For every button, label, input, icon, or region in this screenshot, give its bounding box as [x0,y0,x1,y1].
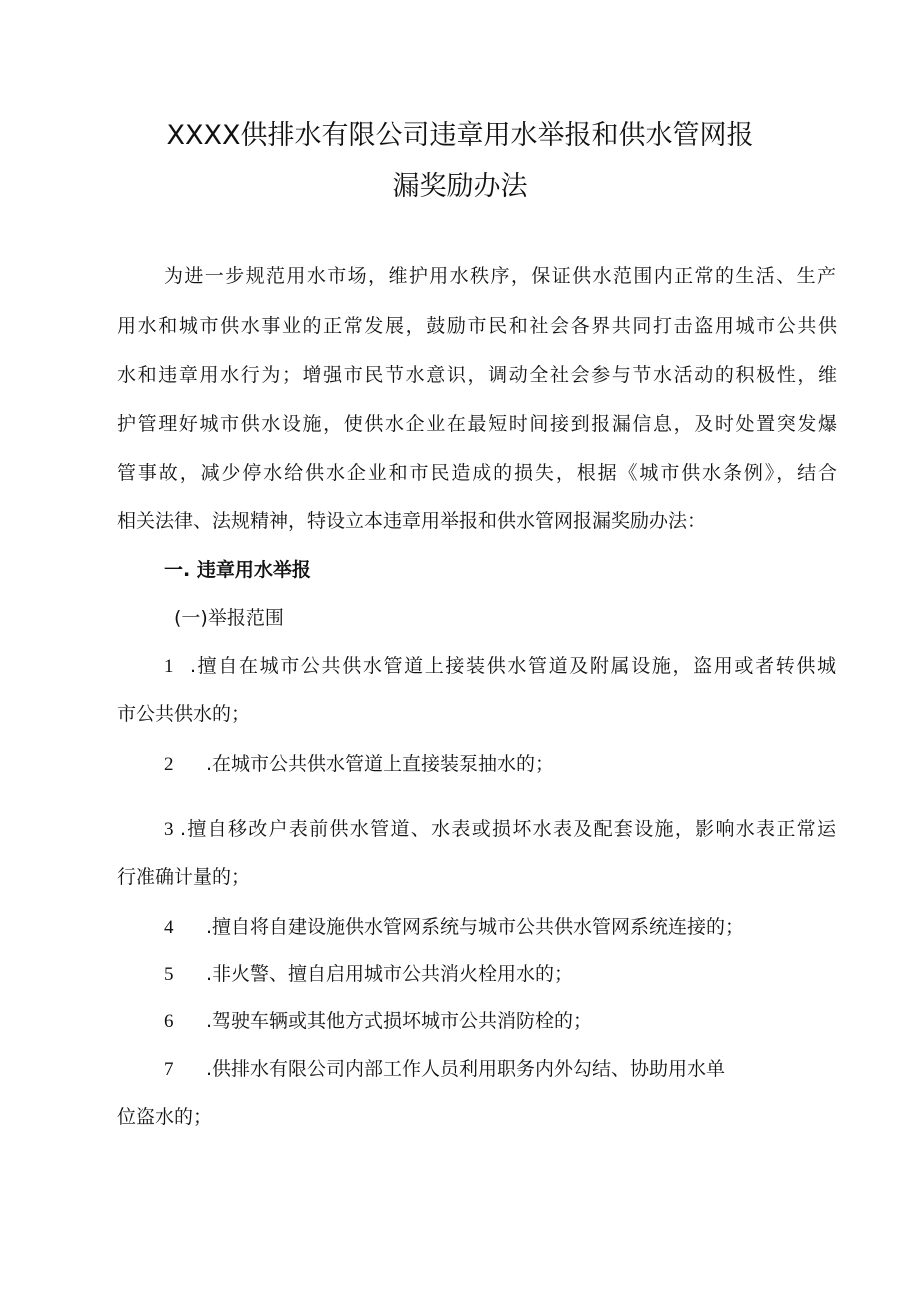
intro-line-6: 相关法律、法规精神，特设立本违章用举报和供水管网报漏奖励办法： [117,510,707,532]
item-number: 3 [164,819,174,840]
item-6-text: .驾驶车辆或其他方式损坏城市公共消防栓的； [206,1010,593,1032]
intro-line-1: 为进一步规范用水市场，维护用水秩序，保证供水范围内正常的生活、生产 [164,265,836,287]
item-number: 2 [164,754,174,775]
item-2-text: .在城市公共供水管道上直接装泵抽水的； [206,753,555,775]
item-number: 7 [164,1059,174,1080]
item-number: 6 [164,1011,174,1032]
section-heading: 一. 违章用水举报 [164,559,311,581]
intro-line-5: 管事故，减少停水给供水企业和市民造成的损失，根据《城市供水条例》，结合 [117,462,837,484]
intro-line-3: 水和违章用水行为；增强市民节水意识，调动全社会参与节水活动的积极性，维 [117,364,837,386]
document-title-line-1: XXXX供排水有限公司违章用水举报和供水管网报 [166,120,754,151]
document-title-line-2: 漏奖励办法 [392,171,528,202]
item-1-text-line-2: 市公共供水的； [117,703,251,725]
item-3-text-line-1: .擅自移改户表前供水管道、水表或损坏水表及配套设施，影响水表正常运 [180,818,836,840]
item-number: 5 [164,964,174,985]
item-5-text: .非火警、擅自启用城市公共消火栓用水的； [206,963,574,985]
item-4-text: .擅自将自建设施供水管网系统与城市公共供水管网系统连接的； [206,916,745,938]
intro-line-2: 用水和城市供水事业的正常发展，鼓励市民和社会各界共同打击盗用城市公共供 [117,315,837,337]
item-7-text-line-2: 位盗水的； [117,1106,213,1128]
item-1-text-line-1: .擅自在城市公共供水管道上接装供水管道及附属设施，盗用或者转供城 [190,655,836,677]
item-7-text-line-1: .供排水有限公司内部工作人员利用职务内外勾结、协助用水单 [206,1058,726,1080]
subsection-heading: (一)举报范围 [174,607,284,629]
item-number: 1 [164,656,174,677]
item-3-text-line-2: 行准确计量的； [117,866,251,888]
item-number: 4 [164,917,174,938]
intro-line-4: 护管理好城市供水设施，使供水企业在最短时间接到报漏信息，及时处置突发爆 [117,413,837,435]
